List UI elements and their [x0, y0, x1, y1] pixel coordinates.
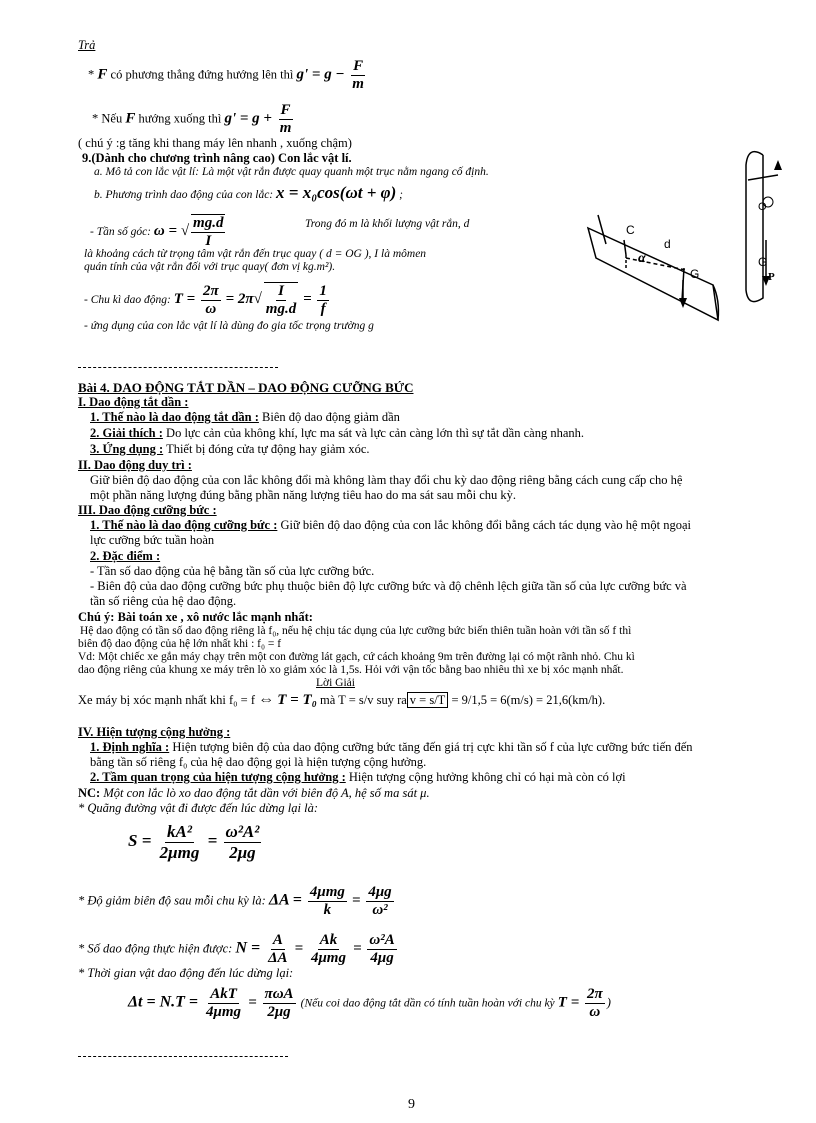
mass-text: Trong đó m là khối lượng vật rắn, d — [305, 218, 470, 230]
period-line: - Chu kì dao động: T = $\frac{2\pi}{\omega}$ = 2π√ $\frac{I}{mg.d}$ = $\frac{1}{f}$ — [84, 282, 327, 318]
period-frac-3: $\frac{1}{f}$ — [319, 282, 327, 317]
vd-l1: Vd: Một chiếc xe gắn máy chạy trên một con đường lát gạch, cứ cách khoảng 9m trên đường lại có một rãnh nhỏ. Chu kì — [78, 651, 635, 663]
s9-title-line — [82, 151, 352, 166]
fig-label-o: O — [758, 201, 767, 213]
iii2-a: - Tần số dao động của hệ bằng tần số của lực cưỡng bức. — [90, 564, 375, 578]
f-over-m-1: $\frac{F}{m}$ — [352, 58, 364, 93]
iii1-line — [90, 518, 691, 533]
f-down-line: * Nếu F hướng xuống thì g' = g + $\frac{F}{m}$ — [92, 102, 292, 137]
n-label: * Số dao động thực hiện được: — [78, 941, 233, 956]
fig-label-g2: G — [758, 255, 768, 269]
bai4-title: Bài 4. DAO ĐỘNG TẮT DẦN – DAO ĐỘNG CƯỠNG BỨC — [78, 380, 414, 395]
i1-text: Biên độ dao động giảm dần — [262, 410, 400, 424]
xe-box: v = s/T — [407, 692, 449, 708]
note-title: Chú ý: Bài toán xe , xô nước lắc mạnh nhất: — [78, 610, 313, 624]
iii1-head: 1. Thế nào là dao động cưỡng bức : — [90, 518, 278, 532]
s9-b: b. Phương trình dao động của con lắc: — [94, 189, 274, 201]
physical-pendulum-figure — [578, 140, 798, 340]
s-label: * Quãng đường vật đi được đến lúc dừng lại là: — [78, 801, 319, 815]
loigiai: Lời Giải — [316, 677, 355, 689]
iv-title: IV. Hiện tượng cộng hưởng : — [78, 725, 231, 739]
iv1-text: Hiện tượng biên độ của dao động cưỡng bức tăng đến giá trị cực khi tần số f của lực cưỡng bức tiến đến — [172, 740, 693, 754]
iii-title: III. Dao động cưỡng bức : — [78, 503, 217, 517]
nc-text: Một con lắc lò xo dao động tắt dần với biên độ A, hệ số ma sát μ. — [103, 786, 430, 800]
fig-label-d: d — [664, 237, 671, 251]
n-line: * Số dao động thực hiện được: N = $\frac{A}{\Delta A}$ = $\frac{Ak}{\text{4μmg}}$ = $\frac{\text{ω²A}}{4\mu g}$ — [78, 932, 395, 967]
s9-title2: Con lắc vật lí. — [278, 151, 352, 165]
f-up-line: * F có phương thẳng đứng hướng lên thì g' = g − $\frac{F}{m}$ — [88, 58, 364, 93]
divider-2 — [78, 1056, 288, 1057]
iii1-text2: lực cưỡng bức tuần hoàn — [90, 533, 215, 547]
iv2-line — [90, 770, 626, 785]
s9-b-line: b. Phương trình dao động của con lắc: x = x₀cos(ωt + φ) ; — [94, 183, 403, 202]
i3-line — [90, 442, 370, 457]
iv2-text: Hiện tượng cộng hưởng không chỉ có hại mà còn có lợi — [348, 770, 626, 784]
t-formula: Δt = N.T = $\frac{\text{AkT}}{\text{4μmg}}$ = $\frac{\text{πωA}}{2\mu g}$ (Nếu coi dao động tắt dần có tính tuần hoàn với chu kỳ T = $\frac{2\pi}{\omega}$ ) — [128, 986, 611, 1021]
t-note: (Nếu coi dao động tắt dần có tính tuần hoàn với chu kỳ — [300, 997, 555, 1010]
d-text: là khoảng cách từ trọng tâm vật rắn đến trục quay ( d = OG ), I là mômen — [84, 248, 427, 260]
s9-app: - ứng dụng của con lắc vật lí là dùng đo gia tốc trọng trường g — [84, 320, 374, 332]
nc-head: NC: — [78, 786, 101, 800]
iii2-b: - Biên độ của dao động cưỡng bức phụ thuộc biên độ lực cưỡng bức và độ chênh lệch giữa tần số của lực cưỡng bức và — [90, 579, 687, 593]
i1-head: 1. Thế nào là dao động tắt dần : — [90, 410, 259, 424]
iv2-head: 2. Tầm quan trọng của hiện tượng cộng hưởng : — [90, 770, 346, 784]
iv1-line — [90, 740, 693, 755]
da-label: * Độ giảm biên độ sau mỗi chu kỳ là: — [78, 893, 266, 908]
right-rod — [746, 152, 763, 302]
iii2-c: tần số riêng của hệ dao động. — [90, 594, 237, 608]
fig-label-c: C — [626, 223, 635, 237]
f-up-text: có phương thẳng đứng hướng lên thì — [110, 67, 294, 82]
fig-label-alpha: α — [638, 251, 646, 266]
ii-l2: một phần năng lượng đúng bằng phần năng lượng tiêu hao do ma sát sau mỗi chu kỳ. — [90, 488, 517, 502]
note-l2: biên độ dao động của hệ lớn nhất khi : f₀ = f — [78, 638, 282, 650]
page-number: 9 — [408, 1097, 415, 1112]
s-formula: S = $\frac{\text{kA²}}{\text{2μmg}}$ = $\frac{\text{ω²A²}}{2\mu g}$ — [128, 822, 260, 862]
s9-title: 9.(Dành cho chương trình nâng cao) — [82, 151, 275, 165]
nc-line — [78, 786, 430, 801]
i-text: quán tính của vật rắn đối với trục quay( đơn vị kg.m²). — [84, 261, 336, 273]
note-l1: Hệ dao động có tần số dao động riêng là f₀, nếu hệ chịu tác dụng của lực cưỡng bức biến thiên tuần hoàn với tần số f thì — [80, 625, 632, 637]
xe-c: = 9/1,5 = 6(m/s) = 21,6(km/h). — [451, 693, 606, 707]
i2-text: Do lực cản của không khí, lực ma sát và lực cản càng lớn thì sự tắt dần càng nhanh. — [166, 426, 585, 440]
period-frac-2: $\frac{I}{mg.d}$ — [265, 283, 297, 318]
i1-line — [90, 410, 400, 425]
ii-title: II. Dao động duy trì : — [78, 458, 192, 472]
xe-a: Xe máy bị xóc mạnh nhất khi f₀ = f — [78, 693, 255, 707]
f-down-text: hướng xuống thì — [138, 111, 222, 126]
i2-head: 2. Giải thích : — [90, 426, 163, 440]
xe-line: Xe máy bị xóc mạnh nhất khi f₀ = f ⇔ T = T₀ mà T = s/v suy ra v = s/T = 9/1,5 = 6(m/s) = 21,6(km/h). — [78, 691, 606, 708]
divider-1 — [78, 367, 278, 368]
xe-b: mà T = s/v suy ra — [319, 693, 407, 707]
iii1-text: Giữ biên độ dao động của con lắc không đổi bằng cách tác dụng vào hệ một ngoại — [280, 518, 691, 532]
note-line: ( chú ý :g tăng khi thang máy lên nhanh , xuống chậm) — [78, 136, 352, 150]
fig-label-g: G — [690, 267, 700, 281]
vd-l2: dao động riêng của khung xe máy trên lò xo giảm xóc là 1,5s. Hỏi với vận tốc bằng bao nhiêu thì xe bị xóc mạnh nhất. — [78, 664, 624, 676]
i2-line — [90, 426, 584, 441]
ii-l1: Giữ biên độ dao động của con lắc không đổi mà không làm thay đổi chu kỳ dao động riêng bằng cách cung cấp cho hệ — [90, 473, 683, 487]
period-label: - Chu kì dao động: — [84, 293, 171, 306]
tra-label: Trả — [78, 38, 96, 52]
i-title: I. Dao động tắt dần : — [78, 395, 189, 409]
i3-text: Thiết bị đóng cửa tự động hay giảm xóc. — [166, 442, 370, 456]
i3-head: 3. Ứng dụng : — [90, 442, 164, 456]
omega-label: - Tần số góc: — [90, 225, 152, 238]
s9-a: a. Mô tả con lắc vật lí: Là một vật rắn được quay quanh một trục nằm ngang cố định. — [94, 166, 489, 178]
period-frac-1: $\frac{2\pi}{\omega}$ — [202, 282, 219, 317]
iv1-head: 1. Định nghĩa : — [90, 740, 170, 754]
iv1-text2: bằng tần số riêng f₀ của hệ dao động gọi là hiện tượng cộng hưởng. — [90, 755, 427, 769]
t-label: * Thời gian vật dao động đến lúc dừng lại: — [78, 966, 294, 980]
fig-label-p: P — [768, 271, 775, 283]
omega-frac: $\frac{mg.d}{I}$ — [193, 215, 224, 250]
f-over-m-2: $\frac{F}{m}$ — [279, 102, 292, 137]
da-line: * Độ giảm biên độ sau mỗi chu kỳ là: ΔA = $\frac{\text{4μmg}}{k}$ = $\frac{4\mu g}{\text{ω²}}$ — [78, 884, 392, 919]
omega-line: - Tần số góc: ω = √ $\frac{mg.d}{I}$ — [90, 215, 224, 250]
iii2-head: 2. Đặc điểm : — [90, 549, 161, 563]
